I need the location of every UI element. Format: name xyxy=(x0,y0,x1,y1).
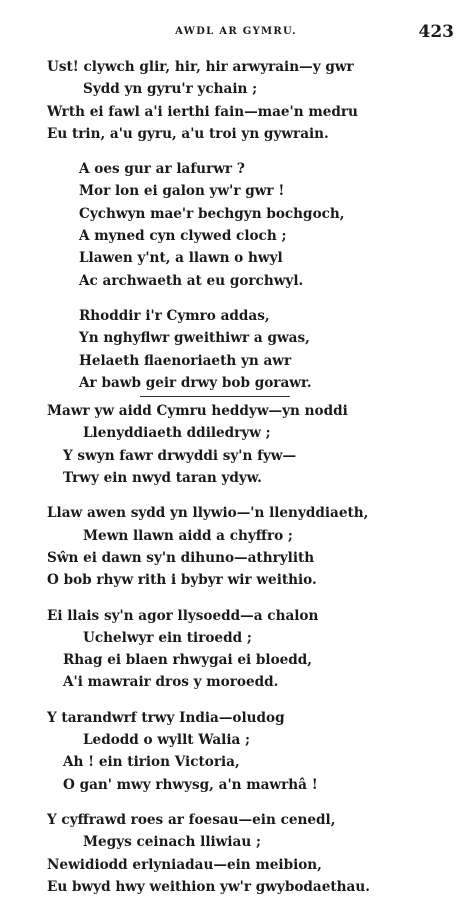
stanza-gap xyxy=(0,292,472,305)
poem-line: Eu trin, a'u gyru, a'u troi yn gywrain. xyxy=(47,125,329,142)
poem-line: Y cyffrawd roes ar foesau—ein cenedl, xyxy=(47,811,336,828)
poem-line: Mor lon ei galon yw'r gwr ! xyxy=(79,183,285,200)
stanza-gap xyxy=(0,592,472,605)
poem-line: Eu bwyd hwy weithion yw'r gwybodaethau. xyxy=(47,878,370,895)
poem-line: Ust! clywch glir, hir, hir arwyrain—y gwr xyxy=(47,59,354,75)
stanza-gap xyxy=(0,489,472,502)
stanza xyxy=(0,158,472,292)
poem-line: Newidiodd erlyniadau—ein meibion, xyxy=(47,856,322,873)
poem-line: Y tarandwrf trwy India—oludog xyxy=(47,709,285,726)
poem-line: Ac archwaeth at eu gorchwyl. xyxy=(79,272,304,289)
running-title: AWDL AR GYMRU. xyxy=(175,26,297,37)
section-divider-rule xyxy=(140,396,290,397)
poem-line: Yn nghyflwr gweithiwr a gwas, xyxy=(79,330,310,347)
poem-line: Rhag ei blaen rhwygai ei bloedd, xyxy=(63,652,313,669)
poem-line: O bob rhyw rith i bybyr wir weithio. xyxy=(47,572,317,589)
stanza xyxy=(0,305,472,394)
poem-line: A'i mawrair dros y moroedd. xyxy=(63,674,279,691)
poem-line: Ar bawb geir drwy bob gorawr. xyxy=(79,374,312,391)
poem-line: Ah ! ein tirion Victoria, xyxy=(63,754,240,771)
stanza-gap xyxy=(0,145,472,158)
stanza xyxy=(0,707,472,796)
poem-line: Uchelwyr ein tiroedd ; xyxy=(83,629,252,646)
stanza-gap xyxy=(0,694,472,707)
poem-line: Llenyddiaeth ddiledryw ; xyxy=(83,425,271,442)
poem-body xyxy=(0,56,472,898)
poem-line: Trwy ein nwyd taran ydyw. xyxy=(63,470,262,487)
stanza xyxy=(0,56,472,145)
poem-line: Cychwyn mae'r bechgyn bochgoch, xyxy=(79,205,345,222)
stanza xyxy=(0,400,472,489)
stanza-gap xyxy=(0,796,472,809)
poem-line: Helaeth flaenoriaeth yn awr xyxy=(79,352,292,369)
stanza xyxy=(0,809,472,898)
poem-line: A myned cyn clywed cloch ; xyxy=(79,228,287,245)
poem-line: Wrth ei fawl a'i ierthi fain—mae'n medru xyxy=(47,103,358,120)
poem-line: Y swyn fawr drwyddi sy'n fyw— xyxy=(63,447,297,464)
poem-line: Rhoddir i'r Cymro addas, xyxy=(79,307,270,324)
page-header xyxy=(0,24,472,44)
poem-line: Mawr yw aidd Cymru heddyw—yn noddi xyxy=(47,403,348,420)
poem-line: Sŵn ei dawn sy'n dihuno—athrylith xyxy=(47,549,315,566)
poem-line: Ledodd o wyllt Walia ; xyxy=(83,732,251,749)
stanza xyxy=(0,605,472,694)
poem-line: Sydd yn gyru'r ychain ; xyxy=(83,81,258,98)
stanza xyxy=(0,502,472,591)
poem-line: Llawen y'nt, a llawn o hwyl xyxy=(79,250,283,267)
poem-line: Mewn llawn aidd a chyffro ; xyxy=(83,527,293,544)
poem-line: Megys ceinach lliwiau ; xyxy=(83,834,261,851)
poem-line: A oes gur ar lafurwr ? xyxy=(79,161,245,178)
poem-line: Ei llais sy'n agor llysoedd—a chalon xyxy=(47,607,319,624)
poem-line: O gan' mwy rhwysg, a'n mawrhâ ! xyxy=(63,776,318,793)
poem-line: Llaw awen sydd yn llywio—'n llenyddiaeth, xyxy=(47,505,369,522)
page-number: 423 xyxy=(418,22,454,42)
